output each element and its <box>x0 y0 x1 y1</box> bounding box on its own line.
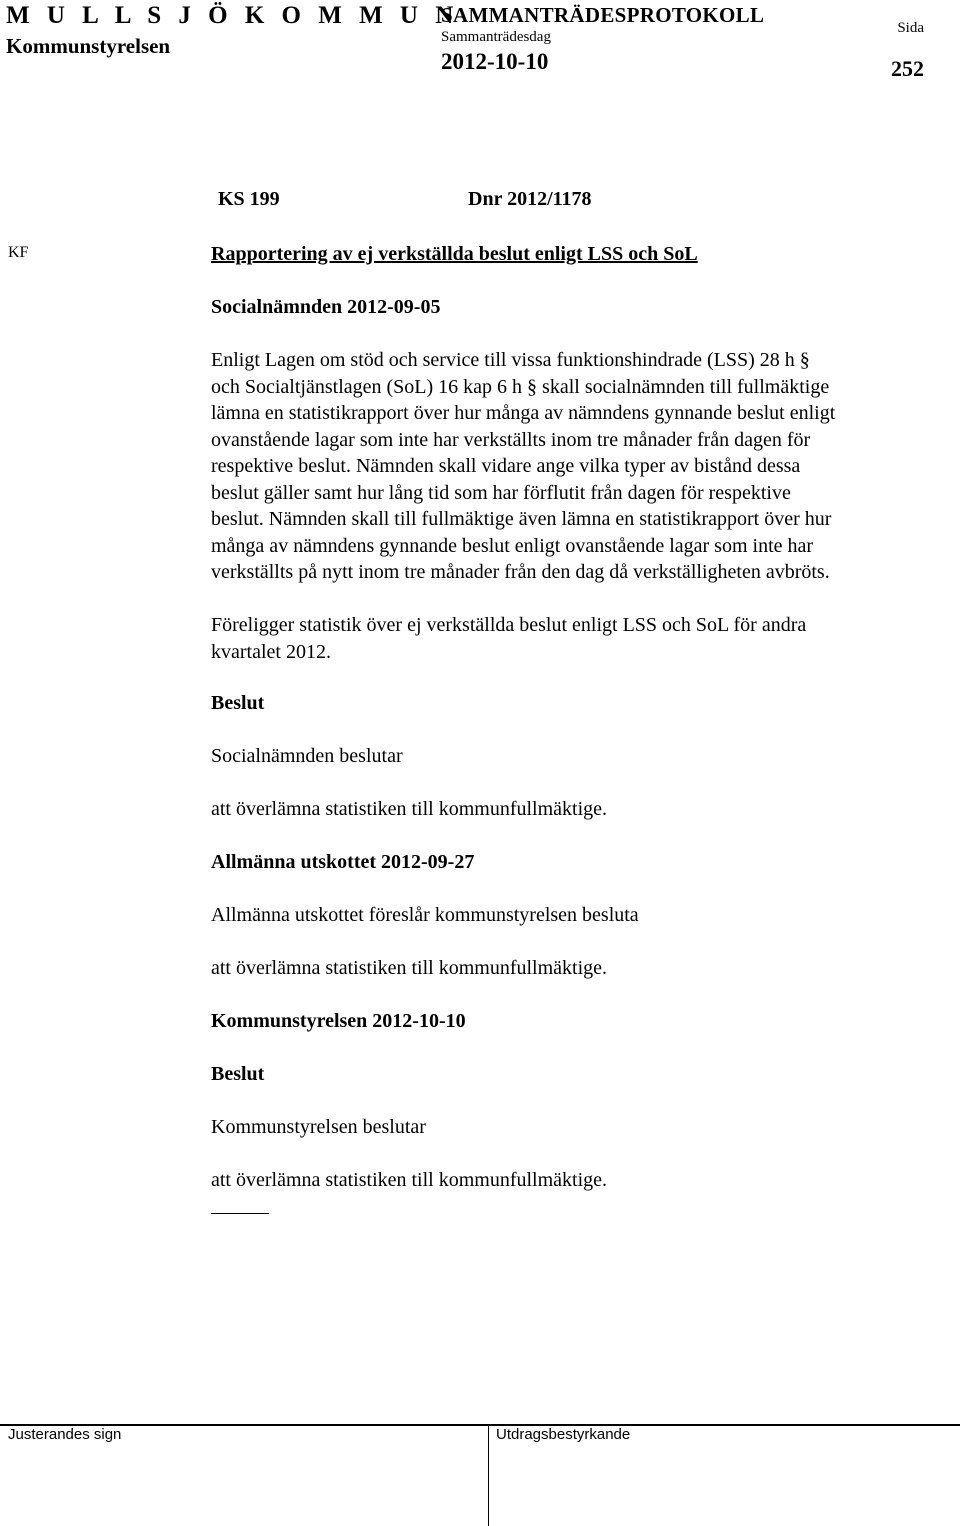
paragraph-line: kvartalet 2012. <box>211 640 331 663</box>
paragraph-line: många av nämndens gynnande beslut enligt ovanstående lagar som inte har <box>211 534 814 557</box>
paragraph-line: ovanstående lagar som inte har verkställts inom tre månader från dagen för <box>211 428 811 451</box>
statistics-paragraph <box>211 612 931 665</box>
item-number: KS 199 <box>218 188 280 210</box>
paragraph-line: respektive beslut. Nämnden skall vidare ange vilka typer av bistånd dessa <box>211 455 801 477</box>
document-type: SAMMANTRÄDESPROTOKOLL <box>441 3 765 27</box>
allmanna-utskottet-proposal: Allmänna utskottet föreslår kommunstyrelsen besluta <box>211 904 639 926</box>
socialnamnden-heading: Socialnämnden 2012-09-05 <box>211 296 441 318</box>
footer-rule <box>0 1424 960 1426</box>
paragraph-line: lämna en statistikrapport över hur många av nämndens gynnande beslut enligt <box>211 402 836 424</box>
item-title: Rapportering av ej verkställda beslut enligt LSS och SoL <box>211 243 698 265</box>
beslut-heading: Beslut <box>211 692 265 714</box>
meeting-date: 2012-10-10 <box>441 49 549 74</box>
end-rule <box>211 1213 269 1214</box>
background-paragraph <box>211 347 931 586</box>
utdragsbestyrkande-label: Utdragsbestyrkande <box>496 1426 631 1443</box>
meeting-date-label: Sammanträdesdag <box>441 29 551 45</box>
board-name: Kommunstyrelsen <box>6 34 171 58</box>
page-number: 252 <box>891 56 924 81</box>
kommunstyrelsen-beslutar: Kommunstyrelsen beslutar <box>211 1116 426 1138</box>
municipality-name: M U L L S J Ö K O M M U N <box>6 2 459 29</box>
diary-number: Dnr 2012/1178 <box>468 188 592 210</box>
decision-text: att överlämna statistiken till kommunfullmäktige. <box>211 1169 608 1191</box>
page-label: Sida <box>897 20 924 36</box>
kf-marker: KF <box>8 244 29 261</box>
decision-text: att överlämna statistiken till kommunfullmäktige. <box>211 957 608 979</box>
kommunstyrelsen-heading: Kommunstyrelsen 2012-10-10 <box>211 1010 466 1032</box>
justerandes-sign-label: Justerandes sign <box>8 1426 122 1443</box>
paragraph-line: och Socialtjänstlagen (SoL) 16 kap 6 h § skall socialnämnden till fullmäktige <box>211 375 830 398</box>
decision-text: att överlämna statistiken till kommunfullmäktige. <box>211 798 608 820</box>
paragraph-line: Enligt Lagen om stöd och service till vissa funktionshindrade (LSS) 28 h § <box>211 349 810 371</box>
allmanna-utskottet-heading: Allmänna utskottet 2012-09-27 <box>211 851 475 873</box>
footer-divider <box>488 1424 489 1526</box>
paragraph-line: verkställts på nytt inom tre månader från den dag då verkställigheten avbröts. <box>211 561 830 583</box>
paragraph-line: beslut. Nämnden skall till fullmäktige även lämna en statistikrapport över hur <box>211 508 832 530</box>
beslut-heading: Beslut <box>211 1063 265 1085</box>
paragraph-line: Föreligger statistik över ej verkställda beslut enligt LSS och SoL för andra <box>211 614 807 636</box>
socialnamnden-beslutar: Socialnämnden beslutar <box>211 745 403 767</box>
paragraph-line: beslut gäller samt hur lång tid som har förflutit från dagen för respektive <box>211 481 791 504</box>
